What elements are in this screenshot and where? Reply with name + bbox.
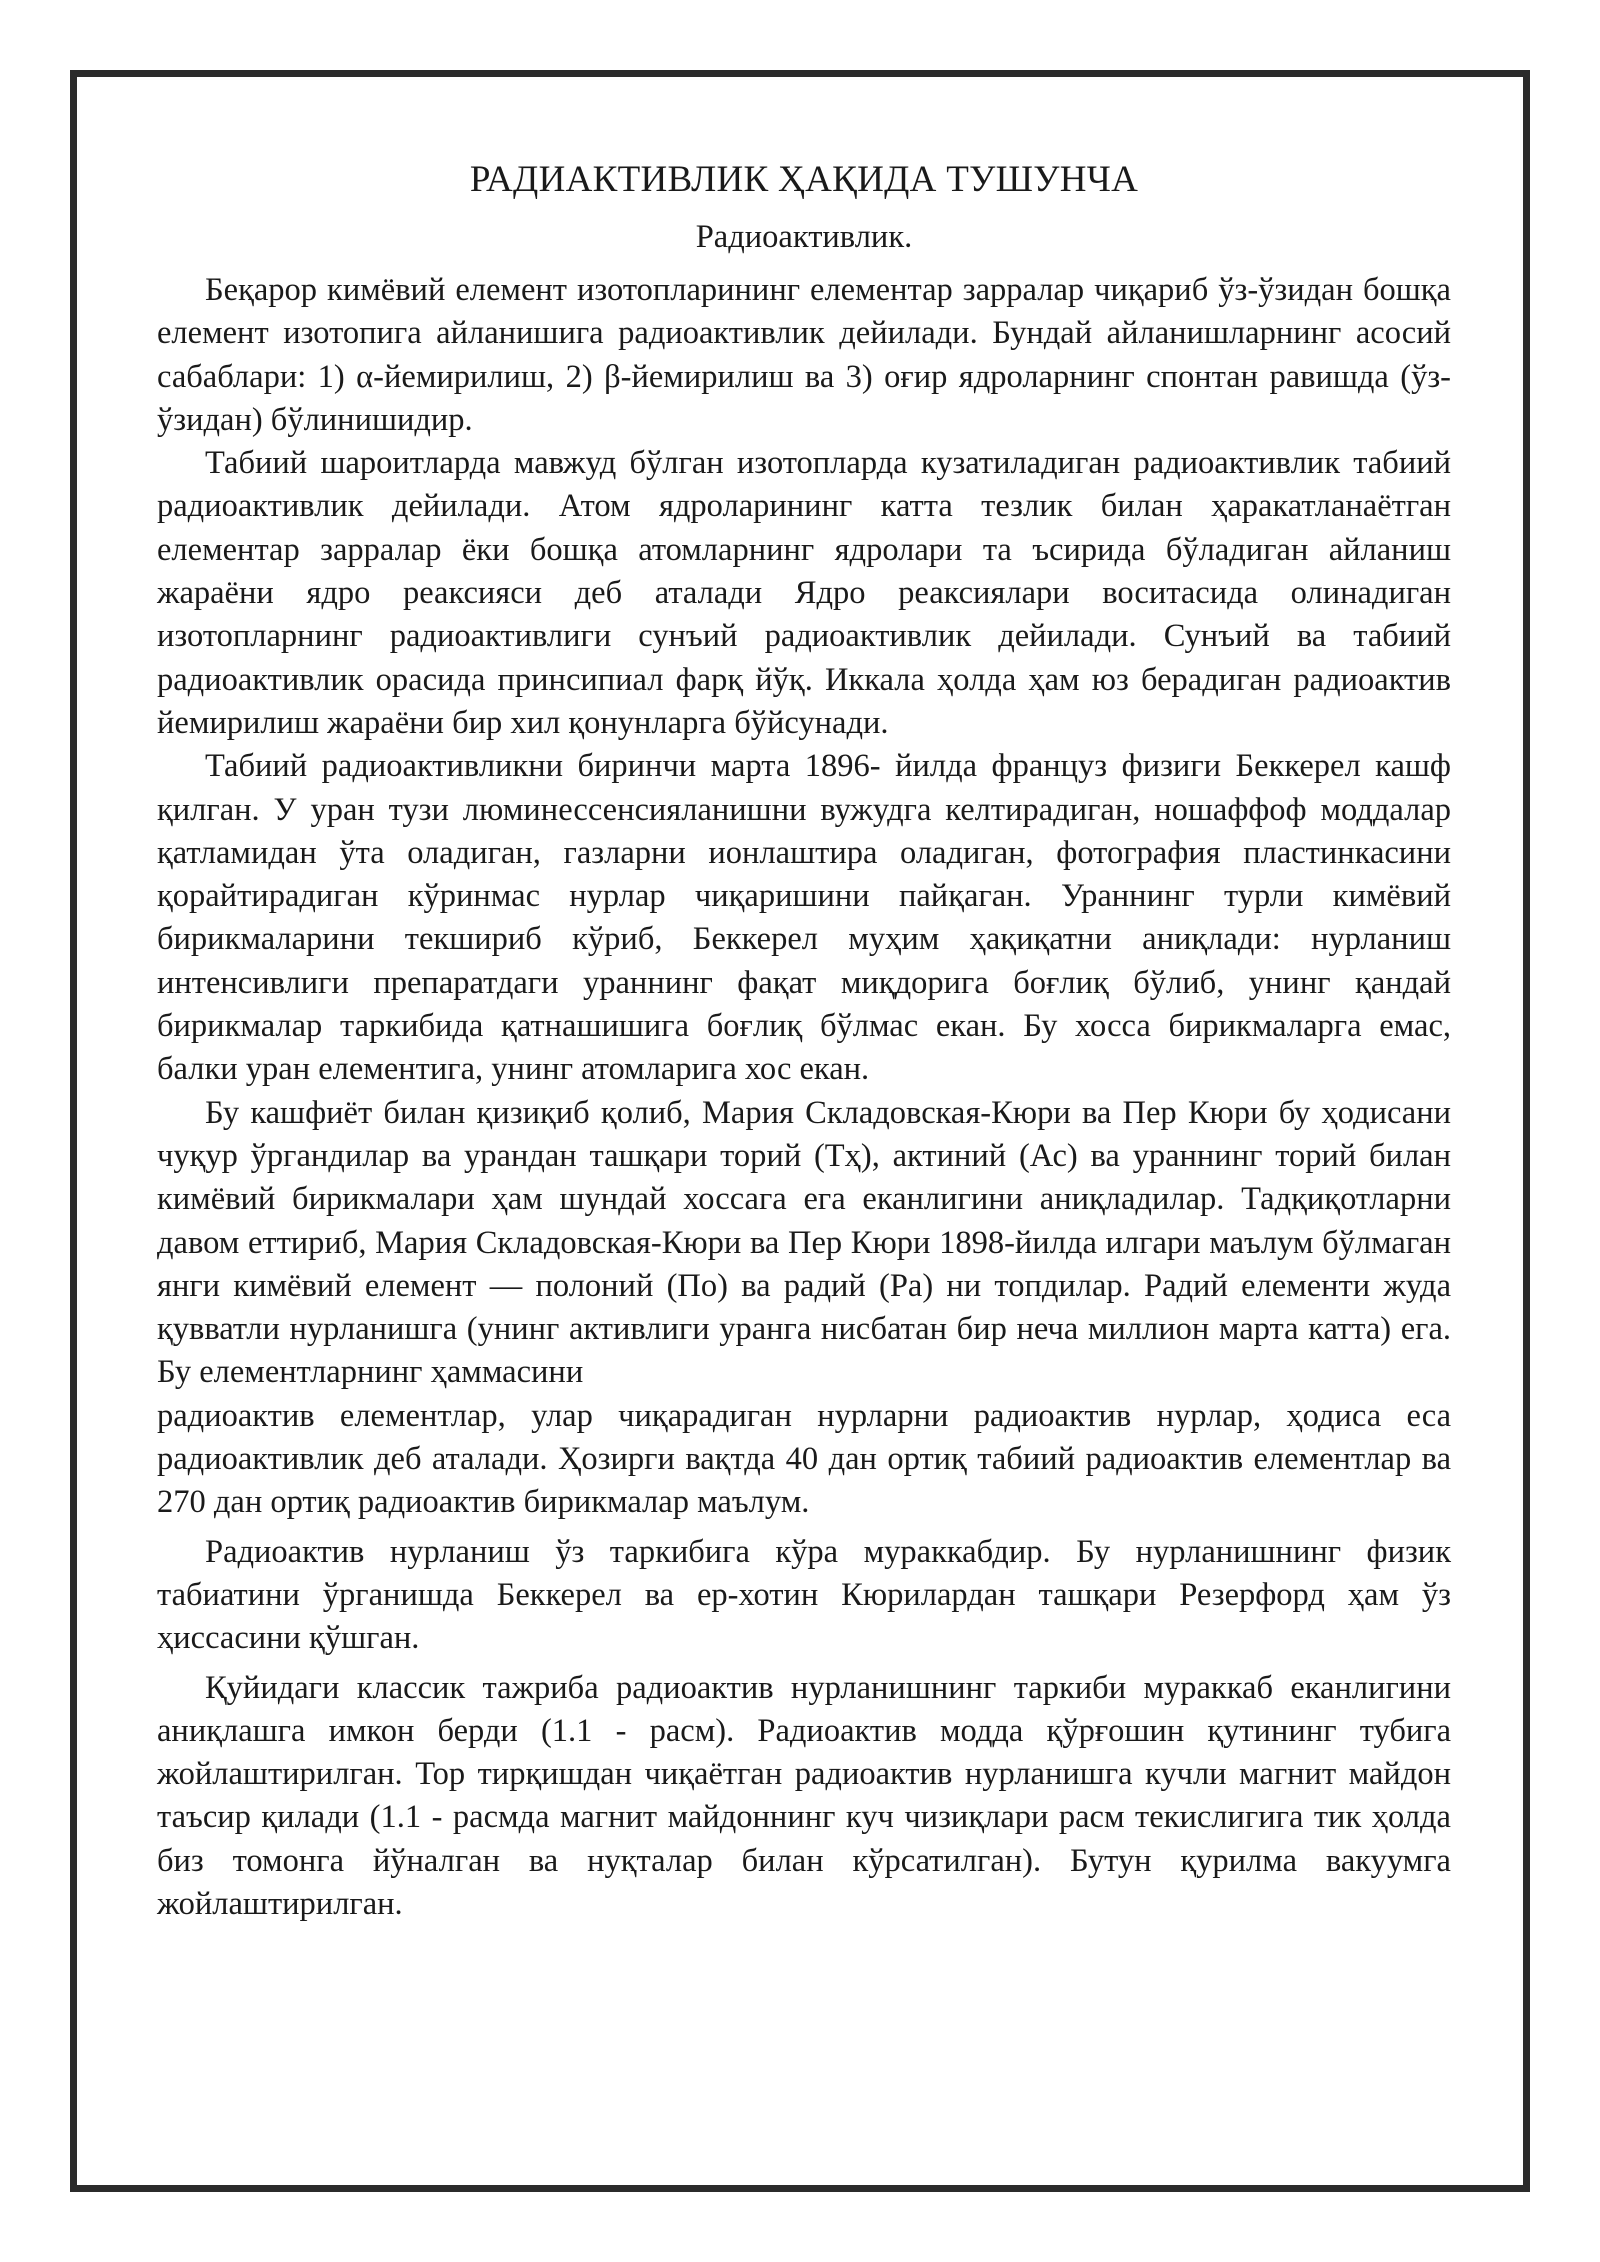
paragraph-radioactive-elements: радиоактив елементлар, улар чиқарадиган нурларни радиоактив нурлар, ҳодиса еса радиоактивлик деб аталади. Ҳозирги вақтда 40 дан ортиқ табиий радиоактив елементлар ва 270 дан ортиқ радиоактив бирикмалар маълум.: [157, 1397, 1451, 1521]
paragraph-natural-radioactivity: Табиий шароитларда мавжуд бўлган изотопларда кузатиладиган радиоактивлик табиий радиоактивлик дейилади. Атом ядроларининг катта тезлик билан ҳаракатланаётган елементар зарралар ёки бошқа атомларнинг ядролари та ъсирида бўладиган айланиш жараёни ядро реаксияси деб аталади Ядро реаксиялари воситасида олинадиган изотопларнинг радиоактивлиги сунъий радиоактивлик дейилади. Сунъий ва табиий радиоактивлик орасида принсипиал фарқ йўқ. Иккала ҳолда ҳам юз берадиган радиоактив йемирилиш жараёни бир хил қонунларга бўйсунади.: [157, 445, 1451, 741]
section-heading: Радиоактивлик.: [695, 219, 913, 255]
paragraph-definition: Беқарор кимёвий елемент изотопларининг елементар зарралар чиқариб ўз-ўзидан бошқа елемент изотопига айланишига радиоактивлик дейилади. Бундай айланишларнинг асосий сабаблари: 1) α-йемирилиш, 2) β-йемирилиш ва 3) оғир ядроларнинг спонтан равишда (ўз-ўзидан) бўлинишидир.: [157, 272, 1451, 438]
paragraph-experiment: Қуйидаги классик тажриба радиоактив нурланишнинг таркиби мураккаб еканлигини аниқлашга имкон берди (1.1 - расм). Радиоактив модда қўрғошин қутининг тубига жойлаштирилган. Тор тирқишдан чиқаётган радиоактив нурланишга кучли магнит майдон таъсир қилади (1.1 - расмда магнит майдоннинг куч чизиқлари расм текислигига тик ҳолда биз томонга йўналган ва нуқталар билан кўрсатилган). Бутун қурилма вакуумга жойлаштирилган.: [157, 1669, 1451, 1922]
page-frame: [70, 70, 1530, 2192]
document-body: [157, 157, 1451, 1926]
document-title: РАДИАКТИВЛИК ҲАҚИДА ТУШУНЧА: [469, 159, 1139, 200]
paragraph-curie: Бу кашфиёт билан қизиқиб қолиб, Мария Складовская-Кюри ва Пер Кюри бу ҳодисани чуқур ўргандилар ва урандан ташқари торий (Тҳ), актиний (Ас) ва ураннинг торий билан кимёвий бирикмалари ҳам шундай хоссага ега еканлигини аниқладилар. Тадқиқотларни давом еттириб, Мария Складовская-Кюри ва Пер Кюри 1898-йилда илгари маълум бўлмаган янги кимёвий елемент — полоний (По) ва радий (Ра) ни топдилар. Радий елементи жуда қувватли нурланишга (унинг активлиги уранга нисбатан бир неча миллион марта катта) ега. Бу елементларнинг ҳаммасини: [157, 1094, 1451, 1391]
paragraph-becquerel: Табиий радиоактивликни биринчи марта 1896- йилда француз физиги Беккерел кашф қилган. У уран тузи люминессенсияланишни вужудга келтирадиган, ношаффоф моддалар қатламидан ўта оладиган, газларни ионлаштира оладиган, фотография пластинкасини қорайтирадиган кўринмас нурлар чиқаришини пайқаган. Ураннинг турли кимёвий бирикмаларини текшириб кўриб, Беккерел муҳим ҳақиқатни аниқлади: нурланиш интенсивлиги препаратдаги ураннинг фақат миқдорига боғлиқ бўлиб, унинг қандай бирикмалар таркибида қатнашишига боғлиқ бўлмас екан. Бу хосса бирикмаларга емас, балки уран елементига, унинг атомларига хос екан.: [157, 748, 1451, 1088]
paragraph-composition: Радиоактив нурланиш ўз таркибига кўра мураккабдир. Бу нурланишнинг физик табиатини ўрганишда Беккерел ва ер-хотин Кюрилардан ташқари Резерфорд ҳам ўз ҳиссасини қўшган.: [157, 1533, 1451, 1657]
